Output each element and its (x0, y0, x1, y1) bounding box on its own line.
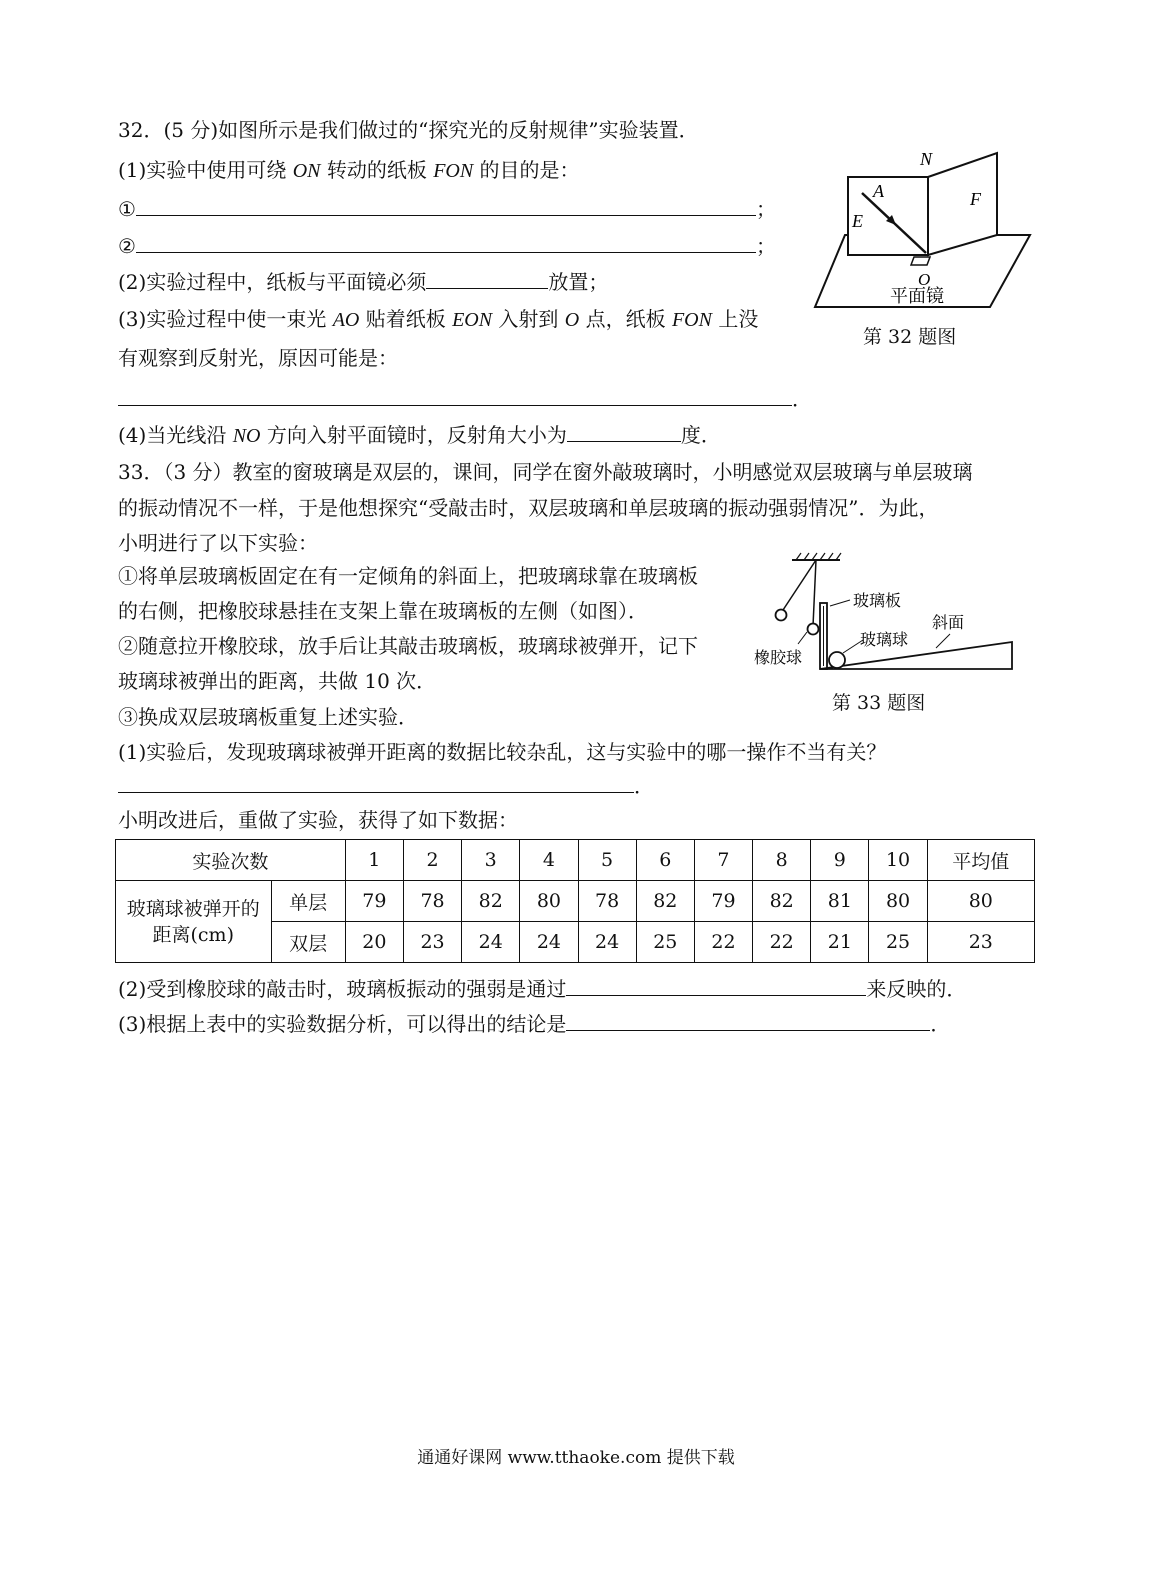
table-cell: 24 (520, 922, 578, 963)
header-trial: 7 (694, 840, 752, 881)
rubber-ball (808, 624, 819, 635)
fig33-label-slope: 斜面 (932, 613, 965, 632)
q33-line3: 小明进行了以下实验： (118, 531, 318, 555)
header-trial: 10 (869, 840, 927, 881)
data-table (115, 839, 1035, 963)
rubber-ball-pulled (776, 610, 787, 621)
q32-part1: (1)实验中使用可绕 ON 转动的纸板 FON 的目的是： (118, 158, 580, 182)
table-cell: 23 (403, 922, 461, 963)
glass-vibration-figure (750, 548, 1020, 678)
string-pulled (783, 560, 816, 610)
row-label-single: 单层 (271, 881, 345, 922)
table-cell: 80 (520, 881, 578, 922)
fig32-label-o: O (918, 270, 931, 289)
header-trial-label: 实验次数 (116, 840, 346, 881)
header-trial: 4 (520, 840, 578, 881)
q33-step1a: ①将单层玻璃板固定在有一定倾角的斜面上，把玻璃球靠在玻璃板 (118, 564, 698, 588)
q33-answer-1: ． (118, 772, 654, 800)
table-cell-average: 23 (927, 922, 1034, 963)
q32-answer-2: ② ； (118, 234, 776, 258)
header-trial: 8 (753, 840, 811, 881)
q32-part4: (4)当光线沿 NO 方向入射平面镜时，反射角大小为 度． (118, 423, 721, 447)
header-trial: 3 (462, 840, 520, 881)
string-vertical (813, 560, 816, 626)
table-cell: 79 (694, 881, 752, 922)
table-cell: 25 (869, 922, 927, 963)
answer-blank-operation[interactable] (118, 774, 634, 793)
fig32-label-n: N (920, 149, 933, 169)
row-label-double: 双层 (271, 922, 345, 963)
table-cell: 78 (578, 881, 636, 922)
header-trial: 2 (403, 840, 461, 881)
footer-source: 通通好课网 www.tthaoke.com 提供下载 (417, 1448, 735, 1468)
q32-part2: (2)实验过程中，纸板与平面镜必须 放置； (118, 270, 609, 294)
table-cell: 78 (403, 881, 461, 922)
q33-table-intro: 小明改进后，重做了实验，获得了如下数据： (118, 808, 518, 832)
table-cell: 82 (462, 881, 520, 922)
q33-sub3: (3)根据上表中的实验数据分析，可以得出的结论是 ． (118, 1012, 951, 1036)
header-trial: 5 (578, 840, 636, 881)
q33-step3: ③换成双层玻璃板重复上述实验． (118, 705, 418, 729)
answer-blank-1[interactable] (136, 197, 756, 216)
answer-blank-conclusion[interactable] (566, 1012, 930, 1031)
q32-title: 32．(5 分)如图所示是我们做过的“探究光的反射规律”实验装置． (118, 118, 699, 142)
fig33-label-plate: 玻璃板 (853, 591, 902, 610)
answer-blank-angle[interactable] (567, 423, 681, 442)
q33-sub2: (2)受到橡胶球的敲击时，玻璃板振动的强弱是通过 来反映的． (118, 977, 967, 1001)
q33-step2b: 玻璃球被弹出的距离，共做 10 次． (118, 669, 437, 693)
q33-title: 33．（3 分）教室的窗玻璃是双层的，课间，同学在窗外敲玻璃时，小明感觉双层玻璃与单层玻璃 (118, 460, 973, 484)
mirror-reflection-figure (810, 145, 1035, 315)
header-average: 平均值 (927, 840, 1034, 881)
answer-blank-2[interactable] (136, 234, 756, 253)
table-cell: 24 (462, 922, 520, 963)
fig33-label-rubber-ball: 橡胶球 (754, 648, 803, 667)
table-cell: 22 (753, 922, 811, 963)
table-cell: 81 (811, 881, 869, 922)
header-trial: 1 (345, 840, 403, 881)
table-cell: 25 (636, 922, 694, 963)
q32-answer-1: ① ； (118, 197, 776, 221)
table-cell: 82 (636, 881, 694, 922)
row-label-distance: 玻璃球被弹开的 距离(cm) (116, 881, 272, 963)
glass-ball (829, 652, 845, 668)
fig32-caption: 第 32 题图 (863, 326, 957, 348)
table-cell: 80 (869, 881, 927, 922)
header-trial: 6 (636, 840, 694, 881)
fig33-caption: 第 33 题图 (832, 692, 926, 714)
q33-step2a: ②随意拉开橡胶球，放手后让其敲击玻璃板，玻璃球被弹开，记下 (118, 634, 698, 658)
table-cell-average: 80 (927, 881, 1034, 922)
table-row-single (116, 881, 1035, 922)
fig32-label-e: E (852, 211, 863, 231)
table-cell: 82 (753, 881, 811, 922)
table-header-row (116, 840, 1035, 881)
answer-blank-reflect[interactable] (566, 977, 866, 996)
fig32-label-a: A (873, 181, 884, 201)
header-trial: 9 (811, 840, 869, 881)
q33-line2: 的振动情况不一样，于是他想探究“受敲击时，双层玻璃和单层玻璃的振动强弱情况”．为此， (118, 496, 939, 520)
q33-step1b: 的右侧，把橡胶球悬挂在支架上靠在玻璃板的左侧（如图）． (118, 599, 648, 623)
slope (820, 642, 1012, 669)
table-cell: 21 (811, 922, 869, 963)
q32-part3: (3)实验过程中使一束光 AO 贴着纸板 EON 入射到 O 点，纸板 FON 上没 (118, 307, 759, 331)
fig32-label-f: F (970, 189, 981, 209)
table-cell: 20 (345, 922, 403, 963)
q32-answer-3: ． (118, 385, 812, 413)
table-cell: 22 (694, 922, 752, 963)
q33-sub1: (1)实验后，发现玻璃球被弹开距离的数据比较杂乱，这与实验中的哪一操作不当有关？ (118, 740, 887, 764)
answer-blank-placement[interactable] (426, 270, 548, 289)
q32-part3-line2: 有观察到反射光，原因可能是： (118, 346, 398, 370)
table-cell: 24 (578, 922, 636, 963)
board-f-shape (928, 153, 997, 255)
answer-blank-reason[interactable] (118, 387, 792, 406)
fig33-label-glass-ball: 玻璃球 (860, 630, 909, 649)
fig32-mirror-label: 平面镜 (890, 286, 944, 307)
table-cell: 79 (345, 881, 403, 922)
